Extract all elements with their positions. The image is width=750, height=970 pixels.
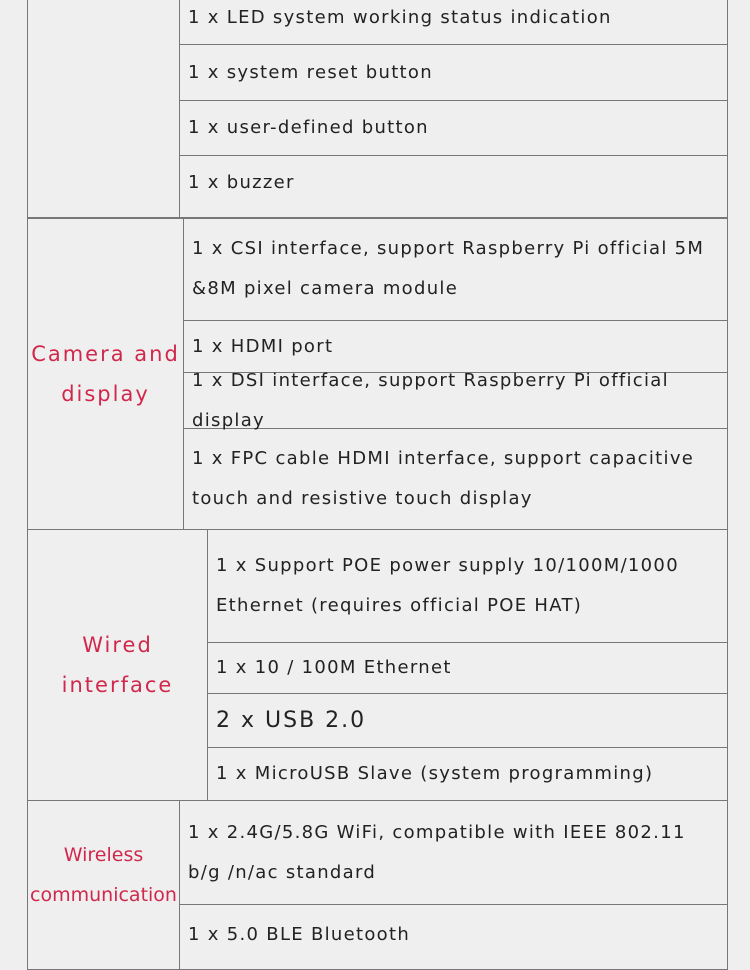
group-label: Wireless communication [28, 801, 180, 969]
group-rows [180, 0, 727, 218]
group-rows [208, 530, 727, 800]
spec-row: 1 x MicroUSB Slave (system programming) [216, 763, 654, 784]
spec-row: 1 x Support POE power supply 10/100M/1000 Ethernet (requires official POE HAT) [208, 530, 727, 643]
spec-group-misc [27, 0, 728, 219]
spec-row: 1 x HDMI port [184, 321, 727, 373]
spec-row: 1 x CSI interface, support Raspberry Pi official 5M &8M pixel camera module [184, 218, 727, 321]
group-label: Wired interface [28, 530, 208, 800]
spec-row: 1 x 5.0 BLE Bluetooth [188, 924, 411, 945]
spec-row: 1 x DSI interface, support Raspberry Pi official display [184, 373, 727, 429]
spec-row: 1 x user-defined button [180, 101, 727, 156]
group-label: Camera and display [28, 218, 184, 529]
spec-row: 1 x system reset button [180, 45, 727, 101]
group-label [28, 0, 180, 218]
spec-row: 1 x buzzer [188, 172, 295, 193]
group-rows [184, 218, 727, 529]
spec-row: 1 x 10 / 100M Ethernet [208, 643, 727, 694]
spec-row: 1 x FPC cable HDMI interface, support capacitive touch and resistive touch display [192, 448, 695, 509]
spec-row: 1 x LED system working status indication [180, 0, 727, 45]
spec-row: 1 x 2.4G/5.8G WiFi, compatible with IEEE 802.11 b/g /n/ac standard [180, 801, 727, 905]
spec-group-wired-interface [27, 529, 728, 801]
group-rows [180, 801, 727, 969]
spec-group-camera-display [27, 217, 728, 530]
spec-group-wireless [27, 800, 728, 970]
spec-row: 2 x USB 2.0 [208, 694, 727, 748]
